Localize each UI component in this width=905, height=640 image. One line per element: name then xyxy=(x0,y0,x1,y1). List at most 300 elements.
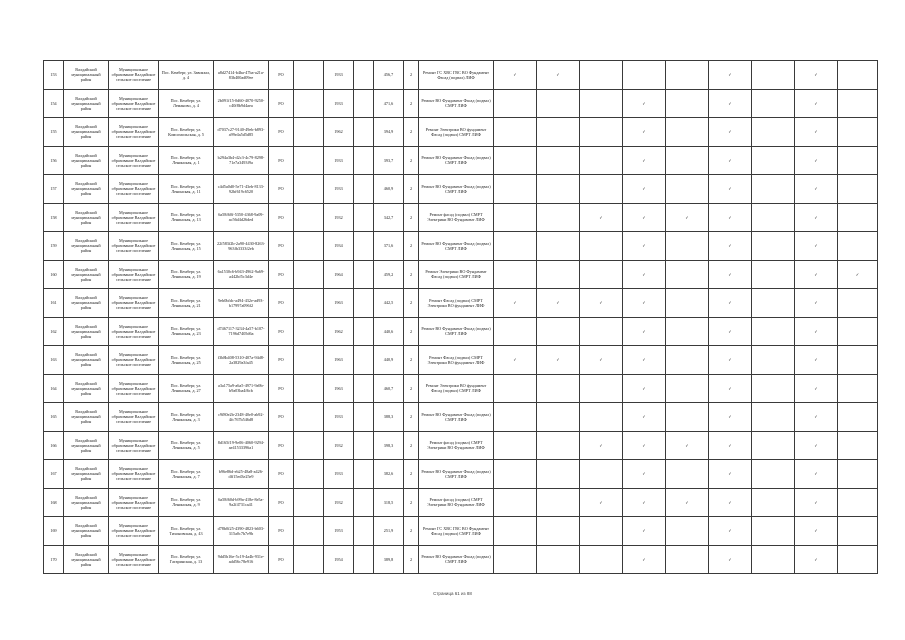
row-number: 169 xyxy=(44,517,64,546)
fund-form: РО xyxy=(269,118,294,147)
check-mark-icon: ✓ xyxy=(795,89,838,118)
check-mark-icon: ✓ xyxy=(623,517,666,546)
empty-cell xyxy=(294,289,324,318)
fund-form: РО xyxy=(269,317,294,346)
check-mark-icon: ✓ xyxy=(709,260,752,289)
house-id: 9dd5b16e-5c19-4a4b-931e-add56c78e916 xyxy=(214,545,269,574)
build-year: 1963 xyxy=(324,346,354,375)
build-year: 1933 xyxy=(324,460,354,489)
empty-check-cell xyxy=(537,488,580,517)
settlement-name: Муниципальное образование Валдайское сельское поселение xyxy=(109,260,159,289)
total-area: 342,7 xyxy=(374,203,404,232)
check-mark-icon: ✓ xyxy=(795,431,838,460)
empty-check-cell xyxy=(494,517,537,546)
empty-cell xyxy=(294,89,324,118)
row-number: 160 xyxy=(44,260,64,289)
empty-check-cell xyxy=(494,175,537,204)
empty-check-cell xyxy=(752,346,795,375)
empty-cell xyxy=(294,118,324,147)
check-mark-icon: ✓ xyxy=(494,289,537,318)
empty-check-cell xyxy=(752,232,795,261)
district-name: Валдайский муниципальный район xyxy=(64,146,109,175)
house-id: 6a58f60d-b99a-418e-8e5a-9a2f4731ca41 xyxy=(214,488,269,517)
table-body xyxy=(44,61,878,574)
empty-check-cell xyxy=(666,61,709,90)
check-mark-icon: ✓ xyxy=(623,232,666,261)
check-mark-icon: ✓ xyxy=(623,431,666,460)
empty-check-cell xyxy=(666,346,709,375)
empty-check-cell xyxy=(666,403,709,432)
district-name: Валдайский муниципальный район xyxy=(64,317,109,346)
check-mark-icon: ✓ xyxy=(709,346,752,375)
empty-check-cell xyxy=(580,260,623,289)
district-name: Валдайский муниципальный район xyxy=(64,431,109,460)
table-row xyxy=(44,488,878,517)
check-mark-icon: ✓ xyxy=(709,61,752,90)
empty-check-cell xyxy=(838,118,878,147)
empty-check-cell xyxy=(752,61,795,90)
address: Пос. Кемберг, ул. Ленинская, д. 13 xyxy=(159,203,214,232)
empty-check-cell xyxy=(537,146,580,175)
fund-form: РО xyxy=(269,203,294,232)
total-area: 459,2 xyxy=(374,260,404,289)
build-year: 1932 xyxy=(324,488,354,517)
address: Пос. Кемберг, ул. Ленинская, д. 7 xyxy=(159,460,214,489)
empty-check-cell xyxy=(752,146,795,175)
fund-form: РО xyxy=(269,545,294,574)
empty-check-cell xyxy=(838,232,878,261)
empty-check-cell xyxy=(580,118,623,147)
empty-cell xyxy=(354,517,374,546)
works-list: Ремонт ГС ХВС ГВС ВО Фундамент Фасад (подвал) ЛИФ xyxy=(419,61,494,90)
check-mark-icon: ✓ xyxy=(795,517,838,546)
check-mark-icon: ✓ xyxy=(709,460,752,489)
district-name: Валдайский муниципальный район xyxy=(64,203,109,232)
fund-form: РО xyxy=(269,431,294,460)
check-mark-icon: ✓ xyxy=(838,260,878,289)
build-year: 1962 xyxy=(324,317,354,346)
row-number: 157 xyxy=(44,175,64,204)
build-year: 1962 xyxy=(324,118,354,147)
empty-cell xyxy=(354,232,374,261)
check-mark-icon: ✓ xyxy=(795,146,838,175)
empty-check-cell xyxy=(752,460,795,489)
settlement-name: Муниципальное образование Валдайское сельское поселение xyxy=(109,460,159,489)
empty-check-cell xyxy=(494,431,537,460)
table-row xyxy=(44,460,878,489)
house-id: 8d165f19-9e06-4060-9294-ae41533396a1 xyxy=(214,431,269,460)
empty-check-cell xyxy=(752,203,795,232)
row-number: 163 xyxy=(44,346,64,375)
empty-check-cell xyxy=(494,118,537,147)
build-year: 1932 xyxy=(324,431,354,460)
house-id: 2b091f15-0d60-4070-9250-c40f8b9d4aea xyxy=(214,89,269,118)
check-mark-icon: ✓ xyxy=(709,545,752,574)
floor-count: 2 xyxy=(404,175,419,204)
fund-form: РО xyxy=(269,289,294,318)
floor-count: 2 xyxy=(404,545,419,574)
table-row xyxy=(44,317,878,346)
empty-check-cell xyxy=(537,89,580,118)
check-mark-icon: ✓ xyxy=(795,203,838,232)
district-name: Валдайский муниципальный район xyxy=(64,61,109,90)
empty-check-cell xyxy=(838,374,878,403)
fund-form: РО xyxy=(269,403,294,432)
works-list: Ремонт ВО Фундамент Фасад (подвал) СМРТ ЛИФ xyxy=(419,403,494,432)
check-mark-icon: ✓ xyxy=(709,488,752,517)
empty-cell xyxy=(294,431,324,460)
house-id: 22f583f2b-2a90-4430-8263-963fb3333f2eb xyxy=(214,232,269,261)
table-row xyxy=(44,118,878,147)
empty-check-cell xyxy=(838,346,878,375)
register-table xyxy=(43,60,878,574)
empty-cell xyxy=(354,175,374,204)
row-number: 166 xyxy=(44,431,64,460)
floor-count: 2 xyxy=(404,317,419,346)
empty-check-cell xyxy=(666,175,709,204)
check-mark-icon: ✓ xyxy=(709,289,752,318)
empty-cell xyxy=(354,61,374,90)
house-id: f3b8b408-5310-407a-94d8-2a3829a3fa45 xyxy=(214,346,269,375)
empty-cell xyxy=(294,232,324,261)
empty-cell xyxy=(354,260,374,289)
empty-check-cell xyxy=(494,89,537,118)
total-area: 388,3 xyxy=(374,403,404,432)
check-mark-icon: ✓ xyxy=(623,289,666,318)
settlement-name: Муниципальное образование Валдайское сельское поселение xyxy=(109,346,159,375)
check-mark-icon: ✓ xyxy=(623,146,666,175)
check-mark-icon: ✓ xyxy=(580,431,623,460)
check-mark-icon: ✓ xyxy=(623,175,666,204)
empty-check-cell xyxy=(494,203,537,232)
house-id: c9f80e2b-2348-40e0-ab92-4fc767b546d8 xyxy=(214,403,269,432)
check-mark-icon: ✓ xyxy=(537,61,580,90)
table-row xyxy=(44,260,878,289)
fund-form: РО xyxy=(269,346,294,375)
house-id: 6a58f60f-5350-4368-9a09-ac56d4d26ded xyxy=(214,203,269,232)
check-mark-icon: ✓ xyxy=(666,488,709,517)
table-row xyxy=(44,517,878,546)
total-area: 382,6 xyxy=(374,460,404,489)
empty-check-cell xyxy=(580,317,623,346)
floor-count: 2 xyxy=(404,517,419,546)
empty-check-cell xyxy=(537,545,580,574)
district-name: Валдайский муниципальный район xyxy=(64,260,109,289)
empty-check-cell xyxy=(494,403,537,432)
works-list: Ремонт Фасад (подвал) СМРТ Электрики ВО фундамент ЛИФ xyxy=(419,289,494,318)
address: Пос. Кемберг, ул. Ленинская, д. 25 xyxy=(159,346,214,375)
row-number: 159 xyxy=(44,232,64,261)
check-mark-icon: ✓ xyxy=(795,232,838,261)
empty-check-cell xyxy=(537,232,580,261)
address: Пос. Кемберг, ул. Ленинская, д. 15 xyxy=(159,232,214,261)
house-id: b96e86d-eb25-48a8-a426-dff15ed3e25e9 xyxy=(214,460,269,489)
fund-form: РО xyxy=(269,260,294,289)
empty-check-cell xyxy=(580,545,623,574)
empty-check-cell xyxy=(494,146,537,175)
district-name: Валдайский муниципальный район xyxy=(64,118,109,147)
floor-count: 2 xyxy=(404,460,419,489)
table-row xyxy=(44,89,878,118)
total-area: 460,9 xyxy=(374,175,404,204)
total-area: 440,6 xyxy=(374,317,404,346)
fund-form: РО xyxy=(269,61,294,90)
table-row xyxy=(44,374,878,403)
check-mark-icon: ✓ xyxy=(709,89,752,118)
address: Пос. Кемберг, ул. Ленинская, д. 23 xyxy=(159,317,214,346)
floor-count: 2 xyxy=(404,146,419,175)
floor-count: 2 xyxy=(404,431,419,460)
build-year: 1954 xyxy=(324,545,354,574)
total-area: 456,7 xyxy=(374,61,404,90)
empty-check-cell xyxy=(838,61,878,90)
empty-check-cell xyxy=(752,260,795,289)
check-mark-icon: ✓ xyxy=(795,118,838,147)
check-mark-icon: ✓ xyxy=(623,460,666,489)
empty-check-cell xyxy=(838,289,878,318)
empty-check-cell xyxy=(752,431,795,460)
floor-count: 2 xyxy=(404,289,419,318)
house-id: a8d27414-b4ba-47ba-a21a-83b400ad09ee xyxy=(214,61,269,90)
empty-cell xyxy=(354,403,374,432)
works-list: Ремонт Электрики ВО фундамент Фасад (подвал) СМРТ ЛИФ xyxy=(419,118,494,147)
address: Пос. Кемберг, ул. Комсомольская, д. 5 xyxy=(159,118,214,147)
empty-cell xyxy=(294,374,324,403)
empty-check-cell xyxy=(666,545,709,574)
address: Пос. Кемберг, ул. Ленинская, д. 3 xyxy=(159,403,214,432)
total-area: 398,3 xyxy=(374,431,404,460)
check-mark-icon: ✓ xyxy=(795,61,838,90)
settlement-name: Муниципальное образование Валдайское сельское поселение xyxy=(109,203,159,232)
table-row xyxy=(44,232,878,261)
check-mark-icon: ✓ xyxy=(494,61,537,90)
empty-check-cell xyxy=(494,460,537,489)
house-id: d78b0f25-4390-4823-b603-315a0c7b7e9b xyxy=(214,517,269,546)
address: Пос. Кемберг, ул. Ленинская, д. 11 xyxy=(159,175,214,204)
empty-check-cell xyxy=(752,289,795,318)
check-mark-icon: ✓ xyxy=(709,146,752,175)
district-name: Валдайский муниципальный район xyxy=(64,346,109,375)
build-year: 1963 xyxy=(324,374,354,403)
check-mark-icon: ✓ xyxy=(623,260,666,289)
total-area: 318,5 xyxy=(374,488,404,517)
page-footer: Страница 61 из 88 xyxy=(433,591,472,596)
settlement-name: Муниципальное образование Валдайское сельское поселение xyxy=(109,317,159,346)
empty-check-cell xyxy=(537,403,580,432)
district-name: Валдайский муниципальный район xyxy=(64,545,109,574)
district-name: Валдайский муниципальный район xyxy=(64,403,109,432)
empty-check-cell xyxy=(666,289,709,318)
check-mark-icon: ✓ xyxy=(666,431,709,460)
works-list: Ремонт ГС ХВС ГВС ВО Фундамент Фасад (подвал) СМРТ ЛИФ xyxy=(419,517,494,546)
table-row xyxy=(44,403,878,432)
address: Пос. Кемберг, ул. Тихоновская, д. 43 xyxy=(159,517,214,546)
settlement-name: Муниципальное образование Валдайское сельское поселение xyxy=(109,403,159,432)
works-list: Ремонт Электрики ВО фундамент Фасад (подвал) СМРТ ЛИФ xyxy=(419,374,494,403)
empty-check-cell xyxy=(494,317,537,346)
empty-check-cell xyxy=(752,374,795,403)
floor-count: 2 xyxy=(404,403,419,432)
build-year: 1933 xyxy=(324,403,354,432)
settlement-name: Муниципальное образование Валдайское сельское поселение xyxy=(109,61,159,90)
district-name: Валдайский муниципальный район xyxy=(64,488,109,517)
empty-cell xyxy=(294,403,324,432)
empty-check-cell xyxy=(537,175,580,204)
empty-check-cell xyxy=(838,203,878,232)
total-area: 442,5 xyxy=(374,289,404,318)
empty-cell xyxy=(294,175,324,204)
empty-cell xyxy=(294,61,324,90)
settlement-name: Муниципальное образование Валдайское сельское поселение xyxy=(109,232,159,261)
check-mark-icon: ✓ xyxy=(795,260,838,289)
empty-check-cell xyxy=(752,317,795,346)
empty-check-cell xyxy=(838,460,878,489)
empty-check-cell xyxy=(666,89,709,118)
table-row xyxy=(44,203,878,232)
house-id: a3a175a9-a6a5-4971-9a9b-b9a03ba4f6cb xyxy=(214,374,269,403)
house-id: 6a1530c6-b943-4962-9a69-a442bf5c3d4e xyxy=(214,260,269,289)
fund-form: РО xyxy=(269,488,294,517)
empty-check-cell xyxy=(838,488,878,517)
empty-cell xyxy=(354,289,374,318)
empty-check-cell xyxy=(752,89,795,118)
empty-check-cell xyxy=(580,374,623,403)
row-number: 167 xyxy=(44,460,64,489)
empty-check-cell xyxy=(580,175,623,204)
empty-cell xyxy=(354,460,374,489)
build-year: 1933 xyxy=(324,89,354,118)
empty-check-cell xyxy=(666,517,709,546)
empty-check-cell xyxy=(623,61,666,90)
empty-check-cell xyxy=(580,89,623,118)
fund-form: РО xyxy=(269,374,294,403)
empty-cell xyxy=(294,545,324,574)
empty-check-cell xyxy=(752,517,795,546)
settlement-name: Муниципальное образование Валдайское сельское поселение xyxy=(109,431,159,460)
empty-check-cell xyxy=(580,517,623,546)
empty-check-cell xyxy=(494,232,537,261)
works-list: Ремонт ВО Фундамент Фасад (подвал) СМРТ ЛИФ xyxy=(419,460,494,489)
fund-form: РО xyxy=(269,146,294,175)
check-mark-icon: ✓ xyxy=(580,488,623,517)
row-number: 162 xyxy=(44,317,64,346)
district-name: Валдайский муниципальный район xyxy=(64,232,109,261)
address: Пос. Кемберг, ул. Леманово, д. 4 xyxy=(159,89,214,118)
empty-check-cell xyxy=(537,517,580,546)
check-mark-icon: ✓ xyxy=(709,517,752,546)
empty-check-cell xyxy=(580,146,623,175)
build-year: 1932 xyxy=(324,203,354,232)
empty-check-cell xyxy=(838,317,878,346)
row-number: 158 xyxy=(44,203,64,232)
empty-check-cell xyxy=(838,545,878,574)
table-row xyxy=(44,346,878,375)
table-row xyxy=(44,175,878,204)
settlement-name: Муниципальное образование Валдайское сельское поселение xyxy=(109,289,159,318)
empty-check-cell xyxy=(666,146,709,175)
floor-count: 2 xyxy=(404,260,419,289)
empty-check-cell xyxy=(537,460,580,489)
house-id: d7467117-3234-4a57-b107-7196d7405d6a xyxy=(214,317,269,346)
empty-check-cell xyxy=(666,232,709,261)
floor-count: 2 xyxy=(404,488,419,517)
table-row xyxy=(44,61,878,90)
empty-check-cell xyxy=(838,403,878,432)
check-mark-icon: ✓ xyxy=(494,346,537,375)
empty-cell xyxy=(294,260,324,289)
empty-check-cell xyxy=(666,460,709,489)
empty-cell xyxy=(354,346,374,375)
check-mark-icon: ✓ xyxy=(537,346,580,375)
works-list: Ремонт ВО Фундамент Фасад (подвал) СМРТ ЛИФ xyxy=(419,545,494,574)
district-name: Валдайский муниципальный район xyxy=(64,460,109,489)
empty-cell xyxy=(354,374,374,403)
floor-count: 2 xyxy=(404,61,419,90)
empty-check-cell xyxy=(838,89,878,118)
check-mark-icon: ✓ xyxy=(709,317,752,346)
empty-check-cell xyxy=(494,374,537,403)
check-mark-icon: ✓ xyxy=(795,460,838,489)
total-area: 440,9 xyxy=(374,346,404,375)
total-area: 460,7 xyxy=(374,374,404,403)
empty-check-cell xyxy=(666,260,709,289)
settlement-name: Муниципальное образование Валдайское сельское поселение xyxy=(109,374,159,403)
address: Пос. Кемберг, ул. Ленинская, д. 21 xyxy=(159,289,214,318)
total-area: 371,6 xyxy=(374,232,404,261)
floor-count: 2 xyxy=(404,232,419,261)
address: Пос. Кемберг, ул. Завокзал, д. 4 xyxy=(159,61,214,90)
check-mark-icon: ✓ xyxy=(623,317,666,346)
fund-form: РО xyxy=(269,460,294,489)
empty-cell xyxy=(354,146,374,175)
district-name: Валдайский муниципальный район xyxy=(64,517,109,546)
works-list: Ремонт ВО Фундамент Фасад (подвал) СМРТ ЛИФ xyxy=(419,232,494,261)
build-year: 1933 xyxy=(324,61,354,90)
house-id: b294a3b4-d2c3-4c79-8298-71e7a3493f9a xyxy=(214,146,269,175)
works-list: Ремонт Электрики ВО Фундамент Фасад (подвал) СМРТ ЛИФ xyxy=(419,260,494,289)
district-name: Валдайский муниципальный район xyxy=(64,89,109,118)
works-list: Ремонт ВО Фундамент Фасад (подвал) СМРТ ЛИФ xyxy=(419,175,494,204)
check-mark-icon: ✓ xyxy=(709,403,752,432)
check-mark-icon: ✓ xyxy=(580,203,623,232)
settlement-name: Муниципальное образование Валдайское сельское поселение xyxy=(109,545,159,574)
empty-cell xyxy=(294,346,324,375)
empty-check-cell xyxy=(537,374,580,403)
empty-check-cell xyxy=(752,488,795,517)
floor-count: 2 xyxy=(404,203,419,232)
empty-check-cell xyxy=(494,488,537,517)
check-mark-icon: ✓ xyxy=(795,289,838,318)
check-mark-icon: ✓ xyxy=(709,118,752,147)
empty-check-cell xyxy=(537,317,580,346)
empty-check-cell xyxy=(537,203,580,232)
empty-check-cell xyxy=(580,403,623,432)
address: Пос. Кемберг, ул. Ленинская, д. 19 xyxy=(159,260,214,289)
empty-cell xyxy=(354,545,374,574)
floor-count: 2 xyxy=(404,374,419,403)
empty-cell xyxy=(354,118,374,147)
check-mark-icon: ✓ xyxy=(709,203,752,232)
settlement-name: Муниципальное образование Валдайское сельское поселение xyxy=(109,175,159,204)
district-name: Валдайский муниципальный район xyxy=(64,374,109,403)
empty-check-cell xyxy=(494,260,537,289)
check-mark-icon: ✓ xyxy=(795,346,838,375)
works-list: Ремонт фасад (подвал) СМРТ Электрики ВО Фундамент ЛИФ xyxy=(419,203,494,232)
house-id: c4d5a0d0-5e71-43eb-8133-92bf619c6520 xyxy=(214,175,269,204)
empty-cell xyxy=(294,317,324,346)
settlement-name: Муниципальное образование Валдайское сельское поселение xyxy=(109,517,159,546)
check-mark-icon: ✓ xyxy=(795,403,838,432)
